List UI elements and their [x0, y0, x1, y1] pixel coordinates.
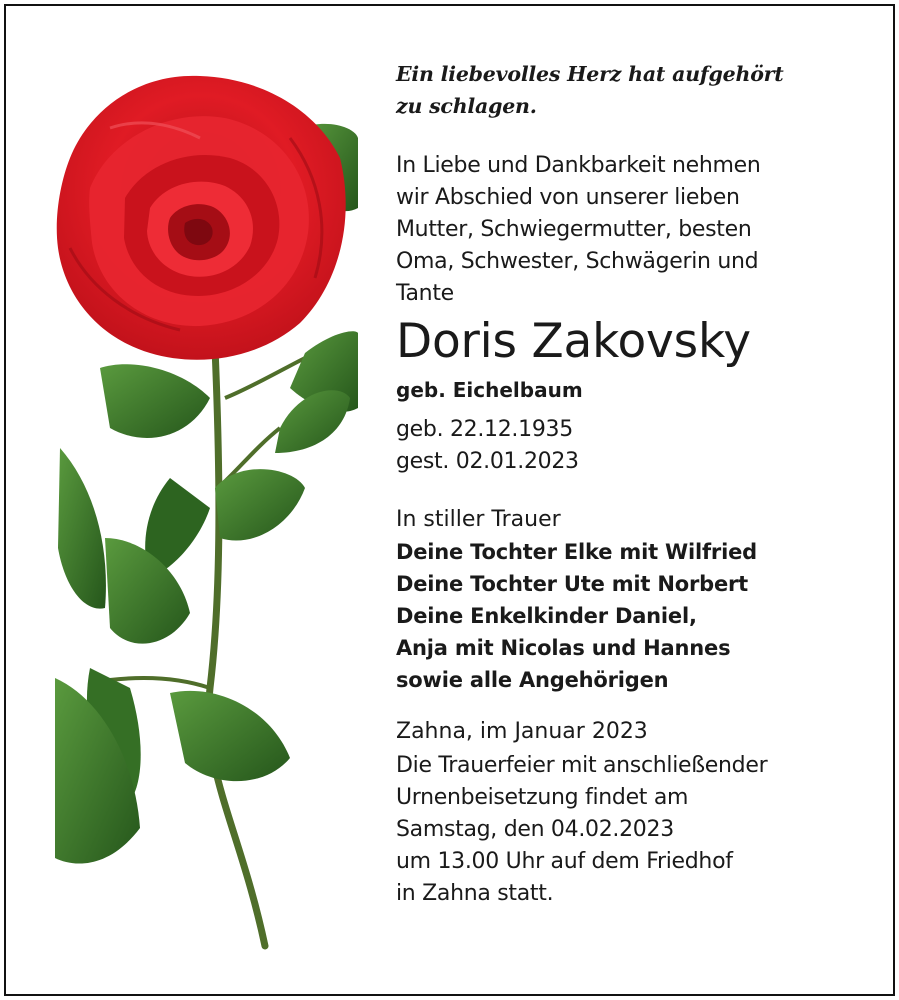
mourner-line: sowie alle Angehörigen: [396, 668, 669, 692]
mourner-line: Deine Tochter Ute mit Norbert: [396, 572, 748, 596]
headline: Ein liebevolles Herz hat aufgehört zu schlagen.: [396, 62, 784, 118]
death-date: gest. 02.01.2023: [396, 449, 579, 474]
intro-text: In Liebe und Dankbarkeit nehmen wir Abschied von unserer lieben Mutter, Schwiegermutter, besten Oma, Schwester, Schwägerin und Tante: [396, 153, 761, 306]
funeral-info: Die Trauerfeier mit anschließender Urnenbeisetzung findet am Samstag, den 04.02.2023 um 13.00 Uhr auf dem Friedhof in Zahna statt.: [396, 753, 768, 906]
mourner-line: Deine Tochter Elke mit Wilfried: [396, 540, 757, 564]
notice-frame: [4, 4, 895, 996]
birth-date: geb. 22.12.1935: [396, 417, 573, 442]
notice-text: [396, 58, 866, 910]
mourner-line: Anja mit Nicolas und Hannes: [396, 636, 731, 660]
deceased-name: Doris Zakovsky: [396, 314, 751, 369]
mourner-line: Deine Enkelkinder Daniel,: [396, 604, 697, 628]
mourners-label: In stiller Trauer: [396, 507, 561, 532]
rose-icon: [50, 68, 358, 958]
red-rose-image: [50, 68, 358, 958]
place-date: Zahna, im Januar 2023: [396, 719, 648, 744]
maiden-name: geb. Eichelbaum: [396, 378, 583, 402]
